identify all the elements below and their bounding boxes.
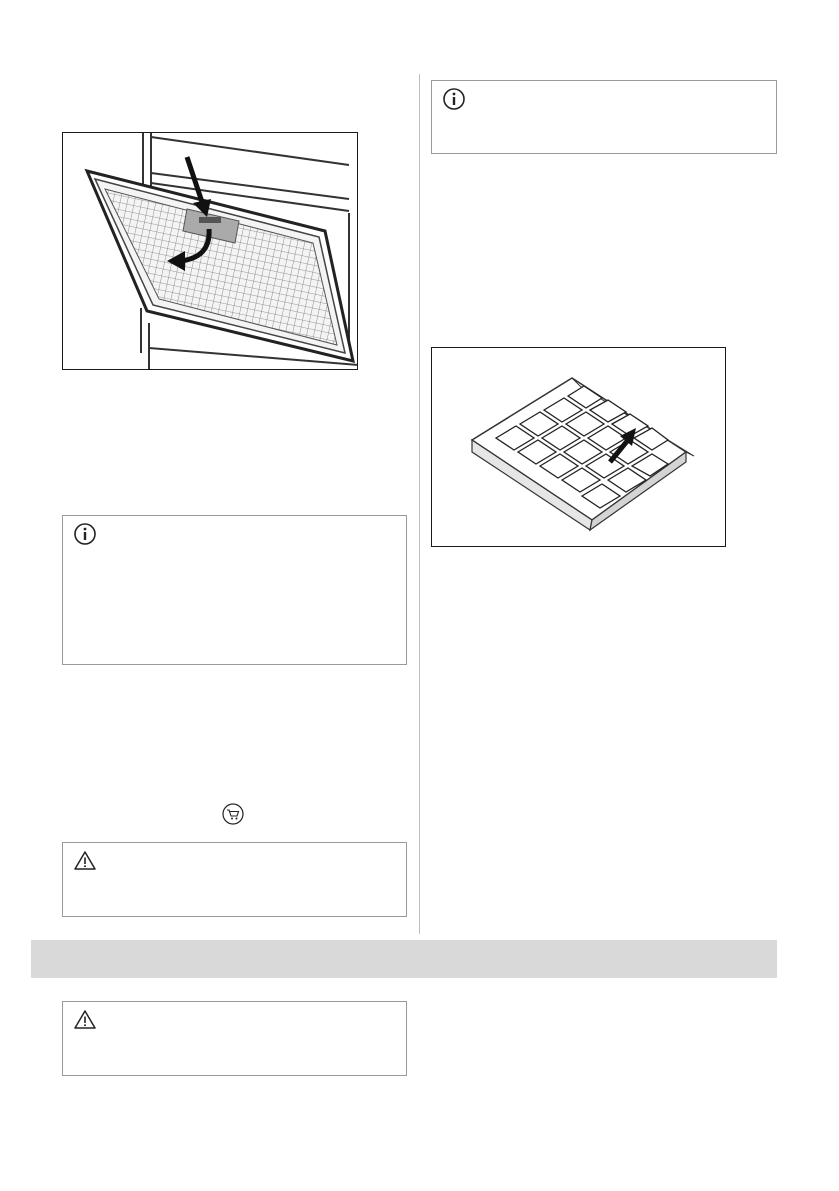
warning-note-left xyxy=(62,842,407,917)
info-icon xyxy=(73,522,97,546)
info-icon xyxy=(442,87,466,111)
carbon-filter-lift-illustration xyxy=(432,348,726,547)
filter-top-view-figure xyxy=(431,347,726,547)
info-note-right xyxy=(431,80,777,154)
column-divider xyxy=(419,74,420,934)
warning-icon xyxy=(73,849,97,873)
section-header-bar xyxy=(31,940,777,978)
filter-removal-figure xyxy=(62,132,358,370)
warning-note-bottom xyxy=(62,1001,407,1076)
grease-filter-release-illustration xyxy=(63,133,358,370)
shopping-cart-icon xyxy=(222,803,244,825)
warning-icon xyxy=(73,1008,97,1032)
info-note-left xyxy=(62,515,407,665)
